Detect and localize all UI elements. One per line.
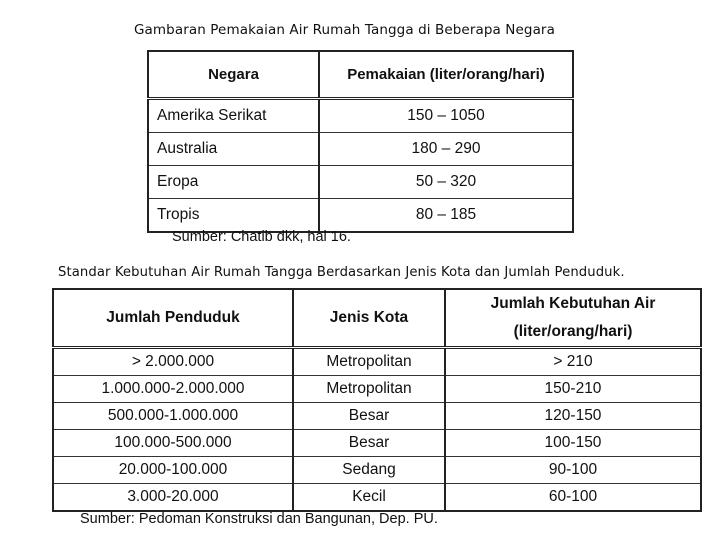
table2-source: Sumber: Pedoman Konstruksi dan Bangunan, Dep. PU. — [80, 511, 438, 527]
city-type-cell: Metropolitan — [293, 348, 445, 376]
table1-source: Sumber: Chatib dkk, hal 16. — [172, 229, 351, 245]
usage-cell: 150 – 1050 — [319, 99, 573, 133]
population-cell: 500.000-1.000.000 — [53, 403, 293, 430]
header-pemakaian: Pemakaian (liter/orang/hari) — [319, 51, 573, 99]
table-row — [148, 166, 573, 199]
demand-cell: 90-100 — [445, 457, 701, 484]
header-kebutuhan-air — [445, 289, 701, 348]
header-jenis-kota: Jenis Kota — [293, 289, 445, 348]
demand-cell: 60-100 — [445, 484, 701, 512]
header-kebutuhan-air-line2: (liter/orang/hari) — [513, 323, 633, 340]
city-type-cell: Metropolitan — [293, 376, 445, 403]
population-cell: 1.000.000-2.000.000 — [53, 376, 293, 403]
population-cell: > 2.000.000 — [53, 348, 293, 376]
population-cell: 3.000-20.000 — [53, 484, 293, 512]
table-row — [148, 199, 573, 233]
table-row — [53, 403, 701, 430]
table-header-row — [148, 51, 573, 99]
water-usage-by-country-table — [147, 50, 574, 233]
table-row — [53, 457, 701, 484]
header-kebutuhan-air-line1: Jumlah Kebutuhan Air — [490, 295, 656, 312]
country-cell: Eropa — [148, 166, 319, 199]
country-cell: Tropis — [148, 199, 319, 233]
city-type-cell: Besar — [293, 430, 445, 457]
demand-cell: 100-150 — [445, 430, 701, 457]
usage-cell: 80 – 185 — [319, 199, 573, 233]
table-row — [148, 99, 573, 133]
table2-caption: Standar Kebutuhan Air Rumah Tangga Berdasarkan Jenis Kota dan Jumlah Penduduk. — [58, 265, 625, 280]
population-cell: 20.000-100.000 — [53, 457, 293, 484]
usage-cell: 180 – 290 — [319, 133, 573, 166]
table-row — [53, 484, 701, 512]
table-row — [53, 376, 701, 403]
population-cell: 100.000-500.000 — [53, 430, 293, 457]
table-row — [53, 348, 701, 376]
table-row — [148, 133, 573, 166]
demand-cell: > 210 — [445, 348, 701, 376]
table1-caption: Gambaran Pemakaian Air Rumah Tangga di Beberapa Negara — [134, 22, 555, 38]
header-negara: Negara — [148, 51, 319, 99]
usage-cell: 50 – 320 — [319, 166, 573, 199]
city-type-cell: Kecil — [293, 484, 445, 512]
city-type-cell: Besar — [293, 403, 445, 430]
table-row — [53, 430, 701, 457]
header-jumlah-penduduk: Jumlah Penduduk — [53, 289, 293, 348]
country-cell: Amerika Serikat — [148, 99, 319, 133]
country-cell: Australia — [148, 133, 319, 166]
table-header-row — [53, 289, 701, 348]
demand-cell: 150-210 — [445, 376, 701, 403]
city-type-cell: Sedang — [293, 457, 445, 484]
demand-cell: 120-150 — [445, 403, 701, 430]
water-demand-standard-table — [52, 288, 702, 512]
